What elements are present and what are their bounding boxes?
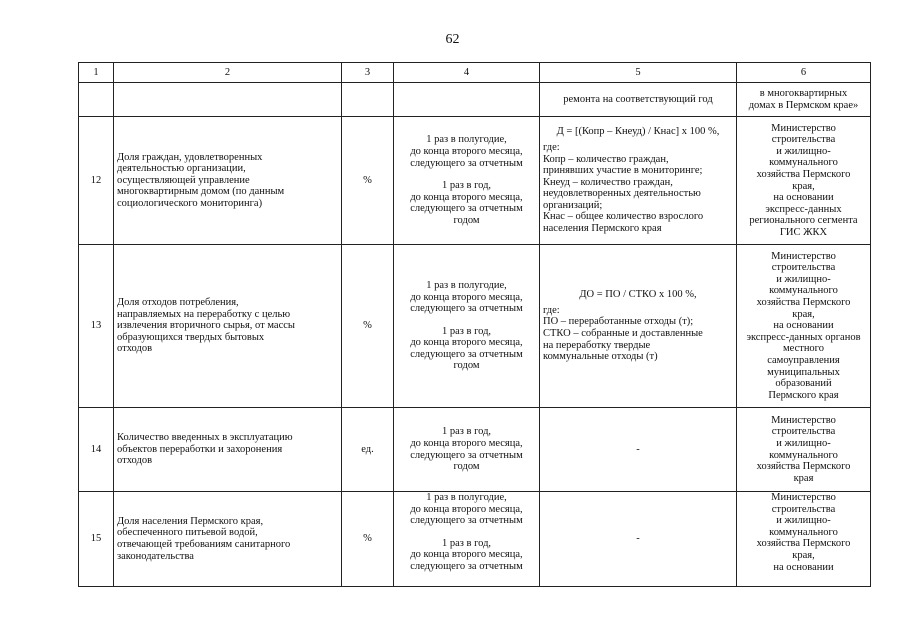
header-col-1: 1 [79,63,114,83]
row-number: 14 [79,408,114,492]
indicator-name: Доля граждан, удовлетворенных деятельностью организации, осуществляющей управление многоквартирным домом (по данным социологического мониторинга) [114,117,342,245]
header-col-5: 5 [540,63,737,83]
formula: Д = [(Копр – Кнеуд) / Кнас] х 100 %, [556,126,720,138]
data-source: Министерство строительства и жилищно- коммунального хозяйства Пермского края, на основании [737,492,871,587]
calculation-method [540,492,737,587]
unit: % [342,117,394,245]
table-row [79,245,871,408]
row-number: 15 [79,492,114,587]
unit: ед. [342,408,394,492]
dash: - [636,533,640,545]
indicator-name: Доля населения Пермского края, обеспеченного питьевой водой, отвечающей требованиям санитарного законодательства [114,492,342,587]
indicator-name: Доля отходов потребления, направляемых на переработку с целью извлечения вторичного сырья, от массы образующихся твердых бытовых отходов [114,245,342,408]
header-col-6: 6 [737,63,871,83]
calculation-method [540,408,737,492]
table-header-row [79,63,871,83]
formula-continuation: ремонта на соответствующий год [540,83,737,117]
periodicity: 1 раз в полугодие, до конца второго месяца, следующего за отчетным 1 раз в год, до конца второго месяца, следующего за отчетным годом [394,117,540,245]
table-row [79,117,871,245]
dash: - [636,443,640,455]
table-row [79,492,871,587]
indicator-name: Количество введенных в эксплуатацию объектов переработки и захоронения отходов [114,408,342,492]
indicators-table [78,62,871,587]
continuation-row [79,83,871,117]
header-col-2: 2 [114,63,342,83]
unit: % [342,492,394,587]
periodicity: 1 раз в полугодие, до конца второго месяца, следующего за отчетным 1 раз в год, до конца второго месяца, следующего за отчетным [394,492,540,587]
unit: % [342,245,394,408]
data-source: Министерство строительства и жилищно- коммунального хозяйства Пермского края, на основании экспресс-данных органов местного самоуправления муниципальных образований Пермского края [737,245,871,408]
row-number: 13 [79,245,114,408]
periodicity: 1 раз в полугодие, до конца второго месяца, следующего за отчетным 1 раз в год, до конца второго месяца, следующего за отчетным годом [394,245,540,408]
page-number: 62 [445,32,460,47]
calculation-method: Д = [(Копр – Кнеуд) / Кнас] х 100 %, где: Копр – количество граждан, принявших участие в мониторинге; Кнеуд – количество граждан, неудовлетворенных деятельностью организаций; Кнас – общее количество взрослого населения Пермского края [540,117,737,245]
data-source: Министерство строительства и жилищно- коммунального хозяйства Пермского края [737,408,871,492]
row-number: 12 [79,117,114,245]
header-col-4: 4 [394,63,540,83]
table-row [79,408,871,492]
data-source: Министерство строительства и жилищно- коммунального хозяйства Пермского края, на основании экспресс-данных регионального сегмента ГИС ЖКХ [737,117,871,245]
periodicity: 1 раз в год, до конца второго месяца, следующего за отчетным годом [394,408,540,492]
header-col-3: 3 [342,63,394,83]
source-continuation: в многоквартирных домах в Пермском крае» [737,83,871,117]
calculation-method: ДО = ПО / СТКО х 100 %, где: ПО – переработанные отходы (т); СТКО – собранные и доставленные на переработку твердые коммунальные отходы (т) [540,245,737,408]
formula: ДО = ПО / СТКО х 100 %, [579,289,697,301]
